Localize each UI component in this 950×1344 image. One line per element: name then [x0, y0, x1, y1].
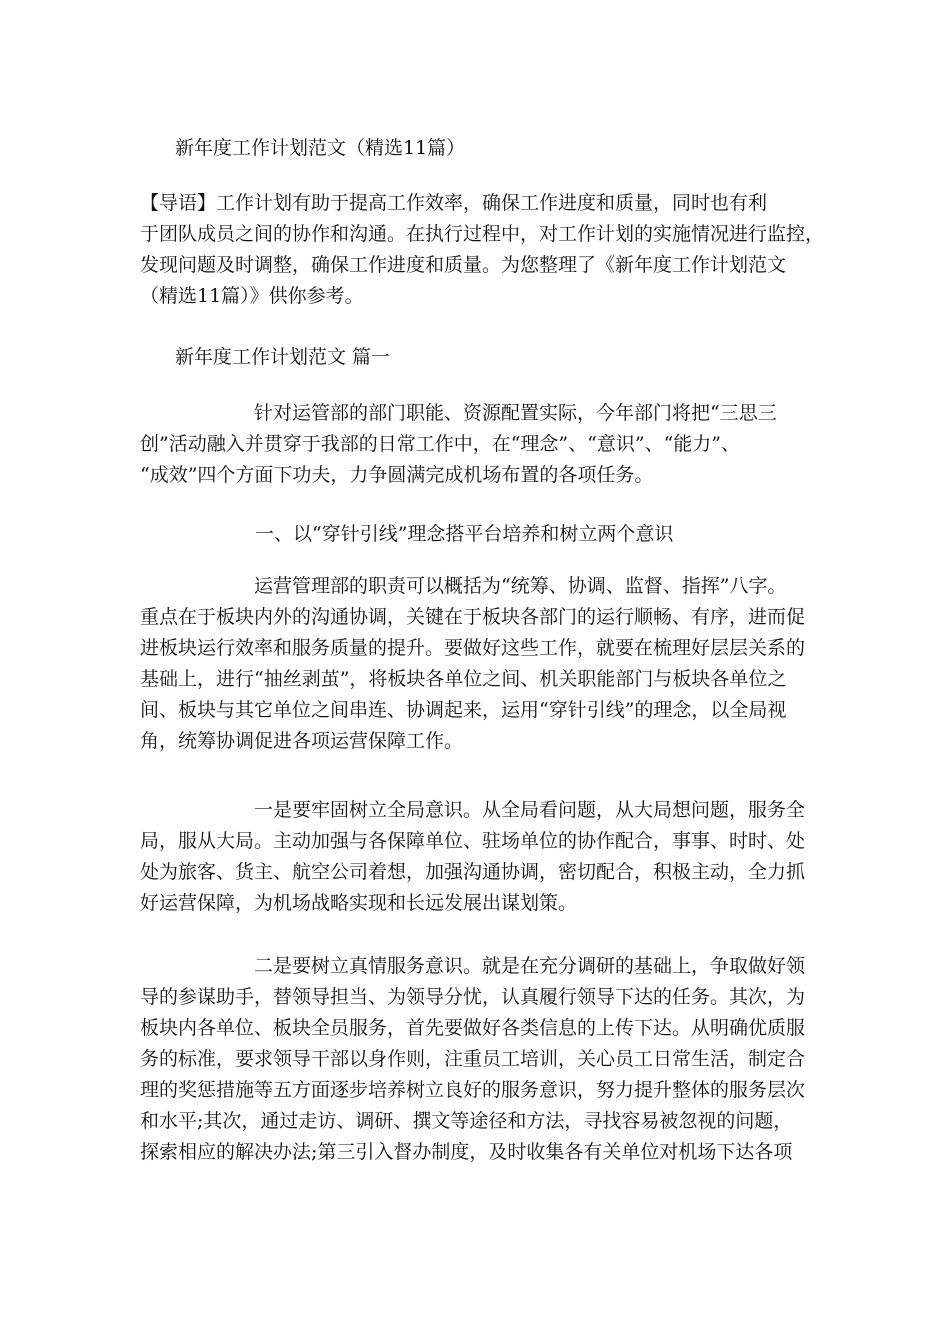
text-line: 探索相应的解决办法;第三引入督办制度，及时收集各有关单位对机场下达各项 [140, 1141, 793, 1163]
paragraph-1 [140, 398, 840, 491]
text-line: 发现问题及时调整，确保工作进度和质量。为您整理了《新年度工作计划范文 [140, 254, 787, 276]
text-line: 导的参谋助手，替领导担当、为领导分忧，认真履行领导下达的任务。其次，为 [140, 986, 806, 1008]
text-line: 好运营保障，为机场战略实现和长远发展出谋划策。 [140, 892, 578, 914]
paragraph-4 [140, 951, 840, 1168]
text-line: 重点在于板块内外的沟通协调，关键在于板块各部门的运行顺畅、有序，进而促 [140, 606, 806, 628]
text-line: 间、板块与其它单位之间串连、协调起来，运用“穿针引线”的理念，以全局视 [140, 699, 787, 721]
text-line: 局，服从大局。主动加强与各保障单位、驻场单位的协作配合，事事、时时、处 [140, 830, 806, 852]
text-line: 二是要树立真情服务意识。就是在充分调研的基础上，争取做好领 [254, 955, 806, 977]
text-line: 运营管理部的职责可以概括为“统筹、协调、监督、指挥”八字。 [254, 575, 787, 597]
text-line: 理的奖惩措施等五方面逐步培养树立良好的服务意识，努力提升整体的服务层次 [140, 1079, 806, 1101]
intro-paragraph [140, 188, 840, 312]
text-line: 于团队成员之间的协作和沟通。在执行过程中，对工作计划的实施情况进行监控， [140, 223, 825, 245]
text-line: 和水平;其次，通过走访、调研、撰文等途径和方法，寻找容易被忽视的问题， [140, 1110, 793, 1132]
text-line: “成效”四个方面下功夫，力争圆满完成机场布置的各项任务。 [140, 464, 654, 486]
text-line: 板块内各单位、板块全员服务，首先要做好各类信息的上传下达。从明确优质服 [140, 1017, 806, 1039]
document-title: 新年度工作计划范文（精选11篇） [175, 137, 466, 159]
text-line: 一是要牢固树立全局意识。从全局看问题，从大局想问题，服务全 [254, 799, 806, 821]
text-line: 基础上，进行“抽丝剥茧”，将板块各单位之间、机关职能部门与板块各单位之 [140, 668, 787, 690]
subheading: 一、以“穿针引线”理念搭平台培养和树立两个意识 [255, 523, 674, 545]
paragraph-2 [140, 571, 840, 757]
text-line: 处为旅客、货主、航空公司着想，加强沟通协调，密切配合，积极主动，全力抓 [140, 861, 806, 883]
text-line: 【导语】工作计划有助于提高工作效率，确保工作进度和质量，同时也有利 [140, 192, 768, 214]
text-line: （精选11篇）》供你参考。 [140, 285, 364, 307]
text-line: 进板块运行效率和服务质量的提升。要做好这些工作，就要在梳理好层层关系的 [140, 637, 806, 659]
paragraph-3 [140, 795, 840, 919]
text-line: 务的标准，要求领导干部以身作则，注重员工培训，关心员工日常生活，制定合 [140, 1048, 806, 1070]
section-title: 新年度工作计划范文 篇一 [175, 346, 391, 368]
text-line: 针对运管部的部门职能、资源配置实际，今年部门将把“三思三 [254, 402, 777, 424]
text-line: 角，统筹协调促进各项运营保障工作。 [140, 730, 464, 752]
text-line: 创”活动融入并贯穿于我部的日常工作中，在“理念”、“意识”、“能力”、 [140, 433, 740, 455]
